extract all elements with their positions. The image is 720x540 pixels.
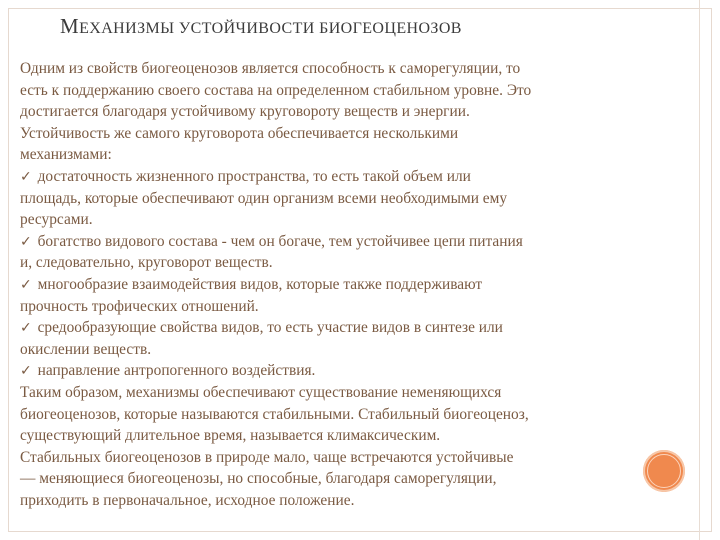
text-line <box>20 490 692 512</box>
decorative-circle-icon <box>643 450 685 492</box>
line-text: достаточность жизненного пространства, то есть такой объем или <box>37 167 471 185</box>
bullet-line <box>20 166 692 188</box>
text-line <box>20 188 692 210</box>
checkmark-icon: ✓ <box>20 276 32 293</box>
slide-title <box>60 14 680 39</box>
text-line <box>20 209 692 231</box>
line-text: и, следовательно, круговорот веществ. <box>20 254 273 272</box>
text-line <box>20 144 692 166</box>
title-first-letter: М <box>60 14 80 38</box>
line-text: Устойчивость же самого круговорота обеспечивается несколькими <box>20 124 459 142</box>
line-text: достигается благодаря устойчивому круговороту веществ и энергии. <box>20 103 470 121</box>
line-text: прочность трофических отношений. <box>20 297 259 315</box>
text-line <box>20 382 692 404</box>
line-text: ресурсами. <box>20 211 93 229</box>
checkmark-icon: ✓ <box>20 233 32 250</box>
text-line <box>20 252 692 274</box>
line-text: многообразие взаимодействия видов, которые также поддерживают <box>37 275 483 293</box>
line-text: окислении веществ. <box>20 340 152 358</box>
text-line <box>20 339 692 361</box>
slide-divider <box>699 0 700 540</box>
line-text: площадь, которые обеспечивают один организм всеми необходимыми ему <box>20 189 508 207</box>
text-line <box>20 101 692 123</box>
slide-body-text <box>20 58 692 511</box>
line-text: направление антропогенного воздействия. <box>37 362 316 380</box>
line-text: Таким образом, механизмы обеспечивают существование неменяющихся <box>20 383 502 401</box>
text-line <box>20 123 692 145</box>
line-text: биогеоценозов, которые называются стабильными. Стабильный биогеоценоз, <box>20 405 529 423</box>
line-text: средообразующие свойства видов, то есть участие видов в синтезе или <box>37 319 503 337</box>
line-text: — меняющиеся биогеоценозы, но способные, благодаря саморегуляции, <box>20 470 497 488</box>
line-text: существующий длительное время, называется климаксическим. <box>20 427 441 445</box>
line-text: Стабильных биогеоценозов в природе мало, чаще встречаются устойчивые <box>20 448 514 466</box>
text-line <box>20 468 692 490</box>
bullet-line <box>20 231 692 253</box>
line-text: приходить в первоначальное, исходное положение. <box>20 491 355 509</box>
checkmark-icon: ✓ <box>20 320 32 337</box>
checkmark-icon: ✓ <box>20 363 32 380</box>
line-text: механизмами: <box>20 146 112 164</box>
title-rest: ЕХАНИЗМЫ УСТОЙЧИВОСТИ БИОГЕОЦЕНОЗОВ <box>79 20 462 37</box>
text-line <box>20 80 692 102</box>
bullet-line <box>20 317 692 339</box>
bullet-line <box>20 360 692 382</box>
text-line <box>20 296 692 318</box>
line-text: есть к поддержанию своего состава на определенном стабильном уровне. Это <box>20 81 532 99</box>
text-line <box>20 58 692 80</box>
checkmark-icon: ✓ <box>20 168 32 185</box>
line-text: богатство видового состава - чем он богаче, тем устойчивее цепи питания <box>37 232 523 250</box>
bullet-line <box>20 274 692 296</box>
text-line <box>20 404 692 426</box>
text-line <box>20 425 692 447</box>
text-line <box>20 447 692 469</box>
line-text: Одним из свойств биогеоценозов является способность к саморегуляции, то <box>20 60 521 77</box>
